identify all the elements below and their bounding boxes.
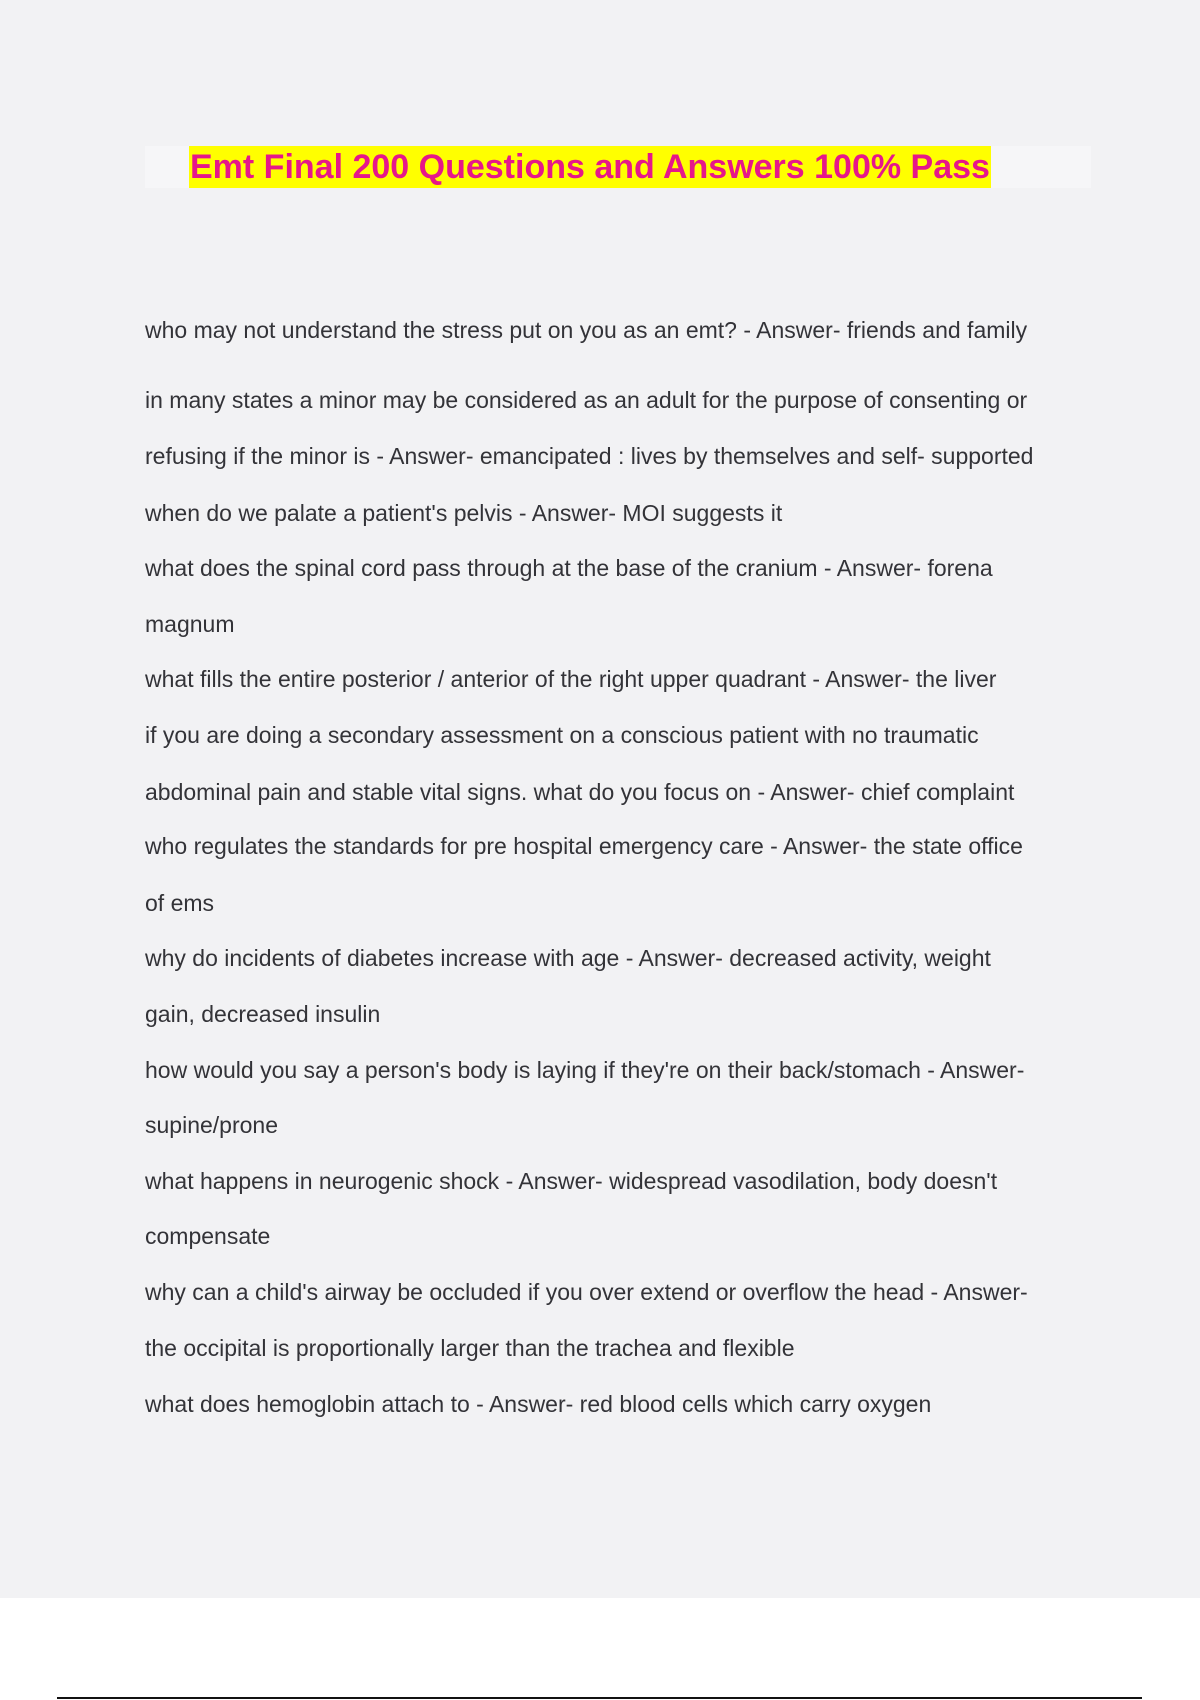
qa-line: of ems bbox=[145, 890, 215, 916]
qa-line: who may not understand the stress put on you as an emt? - Answer- friends and family bbox=[145, 317, 1028, 343]
qa-line: when do we palate a patient's pelvis - Answer- MOI suggests it bbox=[145, 500, 783, 526]
qa-line: compensate bbox=[145, 1223, 271, 1249]
qa-line: in many states a minor may be considered as an adult for the purpose of consenting or bbox=[145, 387, 1028, 413]
qa-line: if you are doing a secondary assessment on a conscious patient with no traumatic bbox=[145, 722, 979, 748]
qa-line: what does hemoglobin attach to - Answer- red blood cells which carry oxygen bbox=[145, 1391, 932, 1417]
qa-line: the occipital is proportionally larger than the trachea and flexible bbox=[145, 1335, 795, 1361]
qa-line: abdominal pain and stable vital signs. what do you focus on - Answer- chief complaint bbox=[145, 779, 1015, 805]
qa-line: what does the spinal cord pass through at the base of the cranium - Answer- forena bbox=[145, 555, 993, 581]
footer-divider bbox=[57, 1697, 1142, 1699]
qa-line: refusing if the minor is - Answer- emancipated : lives by themselves and self- supported bbox=[145, 443, 1034, 469]
qa-line: magnum bbox=[145, 611, 235, 637]
qa-line: supine/prone bbox=[145, 1112, 278, 1138]
qa-line: who regulates the standards for pre hospital emergency care - Answer- the state office bbox=[145, 833, 1023, 859]
qa-line: why can a child's airway be occluded if you over extend or overflow the head - Answer- bbox=[145, 1279, 1028, 1305]
qa-line: how would you say a person's body is laying if they're on their back/stomach - Answer- bbox=[145, 1057, 1025, 1083]
document-title: Emt Final 200 Questions and Answers 100% Pass bbox=[190, 148, 990, 186]
qa-line: what fills the entire posterior / anterior of the right upper quadrant - Answer- the liver bbox=[145, 666, 997, 692]
qa-line: why do incidents of diabetes increase with age - Answer- decreased activity, weight bbox=[145, 945, 991, 971]
qa-line: what happens in neurogenic shock - Answer- widespread vasodilation, body doesn't bbox=[145, 1168, 998, 1194]
qa-line: gain, decreased insulin bbox=[145, 1001, 381, 1027]
